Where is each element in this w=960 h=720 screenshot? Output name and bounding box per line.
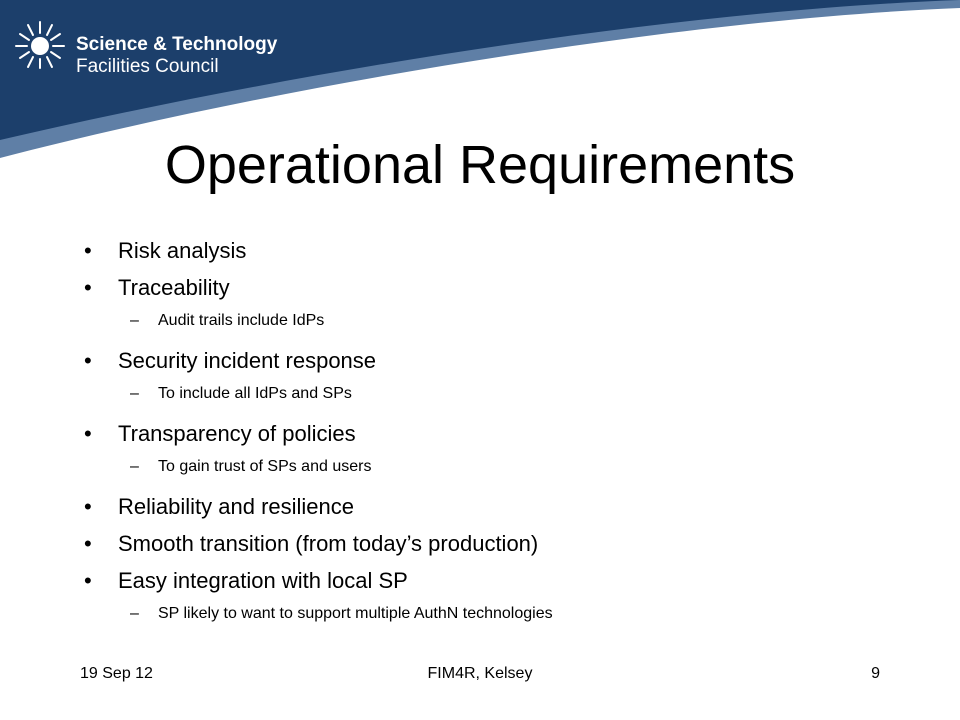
bullet-item bbox=[78, 342, 898, 379]
bullet-text: Security incident response bbox=[118, 348, 377, 373]
logo-line-2: Facilities Council bbox=[76, 56, 219, 77]
logo-line-1: Science & Technology bbox=[76, 34, 278, 55]
sub-bullet-item bbox=[78, 306, 898, 342]
slide-title: Operational Requirements bbox=[164, 135, 796, 195]
bullet-text: Smooth transition (from today’s production) bbox=[118, 531, 539, 556]
dash-marker: – bbox=[130, 458, 139, 475]
bullet-marker: • bbox=[84, 238, 92, 263]
logo-text bbox=[76, 34, 277, 78]
bullet-text: Reliability and resilience bbox=[118, 494, 355, 519]
bullet-item bbox=[78, 488, 898, 525]
footer-date: 19 Sep 12 bbox=[80, 665, 153, 682]
dash-marker: – bbox=[130, 385, 139, 402]
page-number: 9 bbox=[871, 665, 880, 682]
dash-marker: – bbox=[130, 312, 139, 329]
bullet-text: To gain trust of SPs and users bbox=[158, 458, 372, 475]
bullet-text: SP likely to want to support multiple AuthN technologies bbox=[158, 605, 553, 622]
sub-bullet-item bbox=[78, 379, 898, 415]
bullet-marker: • bbox=[84, 494, 92, 519]
bullet-marker: • bbox=[84, 568, 92, 593]
bullet-marker: • bbox=[84, 348, 92, 373]
footer-center-text: FIM4R, Kelsey bbox=[427, 665, 533, 682]
bullet-text: Traceability bbox=[118, 275, 230, 300]
bullet-item bbox=[78, 415, 898, 452]
bullet-item bbox=[78, 269, 898, 306]
bullet-item bbox=[78, 562, 898, 599]
bullet-text: Risk analysis bbox=[118, 238, 247, 263]
bullet-item bbox=[78, 525, 898, 562]
bullet-marker: • bbox=[84, 421, 92, 446]
bullet-text: Easy integration with local SP bbox=[118, 568, 408, 593]
sub-bullet-item bbox=[78, 599, 898, 635]
bullet-marker: • bbox=[84, 275, 92, 300]
bullet-text: Audit trails include IdPs bbox=[158, 312, 325, 329]
bullet-item bbox=[78, 232, 898, 269]
dash-marker: – bbox=[130, 605, 139, 622]
bullet-text: To include all IdPs and SPs bbox=[158, 385, 352, 402]
sub-bullet-item bbox=[78, 452, 898, 488]
bullet-list bbox=[78, 232, 898, 635]
bullet-marker: • bbox=[84, 531, 92, 556]
bullet-text: Transparency of policies bbox=[118, 421, 356, 446]
